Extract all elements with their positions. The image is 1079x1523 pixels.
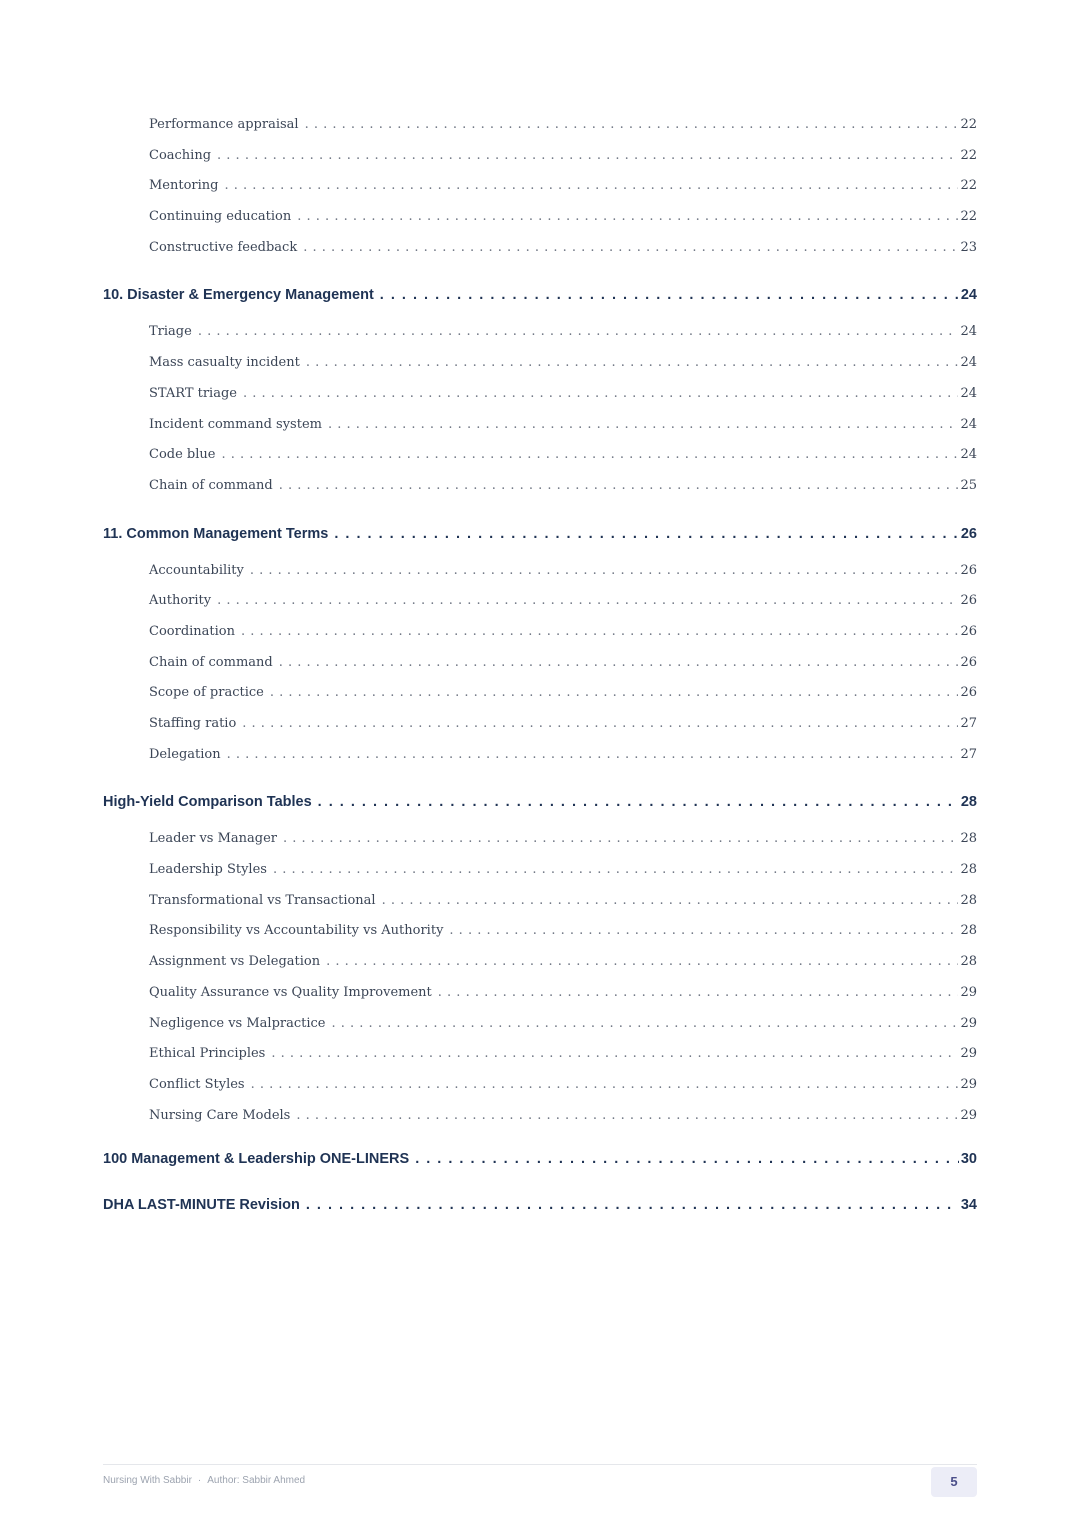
toc-entry-label: Incident command system	[149, 416, 322, 432]
toc-entry-page: 29	[960, 1076, 977, 1092]
toc-entry-page: 28	[960, 923, 977, 939]
toc-entry-page: 27	[960, 716, 977, 731]
toc-entry-page: 24	[960, 324, 977, 340]
toc-entry[interactable]	[103, 410, 977, 441]
toc-entry-page: 22	[960, 117, 977, 132]
toc-dot-leader	[217, 586, 958, 617]
toc-entry[interactable]	[103, 617, 977, 648]
toc-entry[interactable]	[103, 709, 977, 740]
toc-entry[interactable]	[103, 886, 977, 917]
toc-dot-leader	[227, 740, 959, 771]
toc-entry-page: 29	[960, 984, 977, 1000]
toc-entry[interactable]	[103, 233, 977, 264]
toc-dot-leader	[279, 648, 959, 679]
toc-entry[interactable]	[103, 740, 977, 771]
toc-dot-leader	[251, 1070, 959, 1101]
toc-entry-page: 28	[960, 954, 977, 970]
toc-section-page: 24	[960, 287, 977, 304]
toc-entry[interactable]	[103, 471, 977, 502]
toc-entry-label: Leadership Styles	[149, 862, 267, 878]
toc-entry-page: 28	[960, 862, 977, 878]
toc-entry-label: Staffing ratio	[149, 716, 237, 731]
footer-brand: Nursing With Sabbir	[103, 1475, 192, 1486]
toc-entry[interactable]	[103, 947, 977, 978]
toc-dot-leader	[221, 440, 958, 471]
toc-entry[interactable]	[103, 440, 977, 471]
toc-dot-leader	[415, 1147, 959, 1171]
toc-section-entry[interactable]	[103, 790, 977, 814]
toc-entry-label: Triage	[149, 324, 192, 340]
toc-entry-label: Nursing Care Models	[149, 1107, 291, 1123]
toc-dot-leader	[382, 886, 959, 917]
toc-entry-label: Accountability	[149, 562, 244, 578]
toc-entry-page: 22	[960, 209, 977, 225]
toc-entry[interactable]	[103, 586, 977, 617]
toc-dot-leader	[250, 556, 959, 587]
toc-entry[interactable]	[103, 1070, 977, 1101]
toc-dot-leader	[296, 1101, 958, 1132]
toc-entry[interactable]	[103, 1009, 977, 1040]
toc-dot-leader	[283, 824, 958, 855]
toc-dot-leader	[225, 171, 959, 202]
toc-entry-page: 28	[960, 892, 977, 908]
toc-dot-leader	[438, 978, 959, 1009]
toc-section-page: 28	[960, 794, 977, 811]
toc-entry-page: 29	[960, 1046, 977, 1062]
toc-entry-page: 24	[960, 355, 977, 371]
toc-entry[interactable]	[103, 202, 977, 233]
footer-author: Author: Sabbir Ahmed	[207, 1475, 306, 1486]
toc-entry-page: 24	[960, 447, 977, 463]
page-number-badge: 5	[931, 1467, 977, 1497]
toc-entry-label: Performance appraisal	[149, 117, 299, 132]
toc-dot-leader	[334, 522, 959, 546]
toc-dot-leader	[380, 283, 959, 307]
toc-entry[interactable]	[103, 317, 977, 348]
footer-separator: ·	[197, 1475, 202, 1486]
toc-section-page: 26	[960, 525, 977, 542]
toc-entry[interactable]	[103, 855, 977, 886]
toc-section-title: 10. Disaster & Emergency Management	[103, 287, 374, 304]
toc-entry-label: Authority	[149, 593, 212, 609]
toc-dot-leader	[449, 916, 958, 947]
toc-dot-leader	[328, 410, 958, 441]
toc-dot-leader	[241, 617, 958, 648]
toc-section-title: DHA LAST-MINUTE Revision	[103, 1197, 300, 1214]
toc-entry[interactable]	[103, 379, 977, 410]
toc-dot-leader	[306, 1193, 959, 1217]
toc-dot-leader	[318, 790, 959, 814]
toc-dot-leader	[326, 947, 958, 978]
toc-entry[interactable]	[103, 348, 977, 379]
toc-entry[interactable]	[103, 110, 977, 141]
toc-section-entry[interactable]	[103, 1147, 977, 1171]
toc-dot-leader	[305, 110, 959, 141]
toc-entry-page: 29	[960, 1015, 977, 1031]
toc-dot-leader	[306, 348, 959, 379]
table-of-contents	[103, 110, 977, 1223]
toc-entry-label: Scope of practice	[149, 685, 264, 701]
toc-entry-page: 22	[960, 147, 977, 163]
toc-dot-leader	[303, 233, 958, 264]
toc-section-page: 30	[960, 1151, 977, 1168]
toc-entry-label: Constructive feedback	[149, 239, 298, 255]
footer-text	[103, 1475, 305, 1486]
toc-dot-leader	[217, 141, 958, 172]
toc-entry-page: 26	[960, 593, 977, 609]
toc-dot-leader	[270, 678, 959, 709]
toc-dot-leader	[297, 202, 958, 233]
toc-entry-page: 24	[960, 385, 977, 401]
toc-section-entry[interactable]	[103, 1193, 977, 1217]
toc-section-title: High-Yield Comparison Tables	[103, 794, 312, 811]
toc-entry-label: Chain of command	[149, 654, 273, 670]
toc-entry-label: Mentoring	[149, 178, 219, 194]
toc-entry[interactable]	[103, 978, 977, 1009]
toc-section-title: 100 Management & Leadership ONE-LINERS	[103, 1151, 410, 1168]
toc-entry-page: 26	[960, 562, 977, 578]
toc-entry-label: Code blue	[149, 447, 216, 463]
toc-entry-label: Coordination	[149, 623, 235, 639]
toc-entry-page: 24	[960, 416, 977, 432]
toc-entry-page: 27	[960, 746, 977, 762]
toc-entry[interactable]	[103, 678, 977, 709]
toc-entry-page: 23	[960, 239, 977, 255]
toc-section-title: 11. Common Management Terms	[103, 525, 329, 542]
toc-entry-page: 28	[960, 831, 977, 847]
toc-entry-label: Responsibility vs Accountability vs Authority	[149, 923, 444, 939]
toc-dot-leader	[279, 471, 959, 502]
toc-entry[interactable]	[103, 556, 977, 587]
toc-entry-label: Conflict Styles	[149, 1076, 245, 1092]
toc-dot-leader	[273, 855, 958, 886]
toc-entry-label: START triage	[149, 385, 237, 401]
toc-entry-label: Chain of command	[149, 477, 273, 493]
toc-dot-leader	[242, 709, 958, 740]
toc-entry[interactable]	[103, 1101, 977, 1132]
toc-entry[interactable]	[103, 648, 977, 679]
toc-dot-leader	[271, 1039, 958, 1070]
toc-entry-label: Continuing education	[149, 209, 292, 225]
toc-dot-leader	[243, 379, 958, 410]
toc-entry-page: 22	[960, 178, 977, 194]
toc-entry[interactable]	[103, 1039, 977, 1070]
toc-dot-leader	[198, 317, 959, 348]
toc-entry-page: 26	[960, 654, 977, 670]
toc-entry-label: Negligence vs Malpractice	[149, 1015, 326, 1031]
page-footer	[103, 1464, 977, 1498]
toc-entry-label: Delegation	[149, 746, 221, 762]
toc-entry-label: Mass casualty incident	[149, 355, 300, 371]
toc-entry-page: 29	[960, 1107, 977, 1123]
toc-entry-label: Quality Assurance vs Quality Improvement	[149, 984, 432, 1000]
toc-entry[interactable]	[103, 171, 977, 202]
toc-entry[interactable]	[103, 824, 977, 855]
toc-entry-label: Transformational vs Transactional	[149, 892, 376, 908]
toc-entry-label: Ethical Principles	[149, 1046, 266, 1062]
toc-entry-label: Coaching	[149, 147, 212, 163]
toc-section-entry[interactable]	[103, 522, 977, 546]
toc-entry[interactable]	[103, 916, 977, 947]
toc-section-page: 34	[960, 1197, 977, 1214]
toc-entry-label: Assignment vs Delegation	[149, 954, 321, 970]
toc-entry-page: 26	[960, 685, 977, 701]
toc-entry-page: 25	[960, 477, 977, 493]
toc-dot-leader	[332, 1009, 959, 1040]
toc-section-entry[interactable]	[103, 283, 977, 307]
toc-entry[interactable]	[103, 141, 977, 172]
toc-entry-label: Leader vs Manager	[149, 831, 278, 847]
toc-entry-page: 26	[960, 623, 977, 639]
